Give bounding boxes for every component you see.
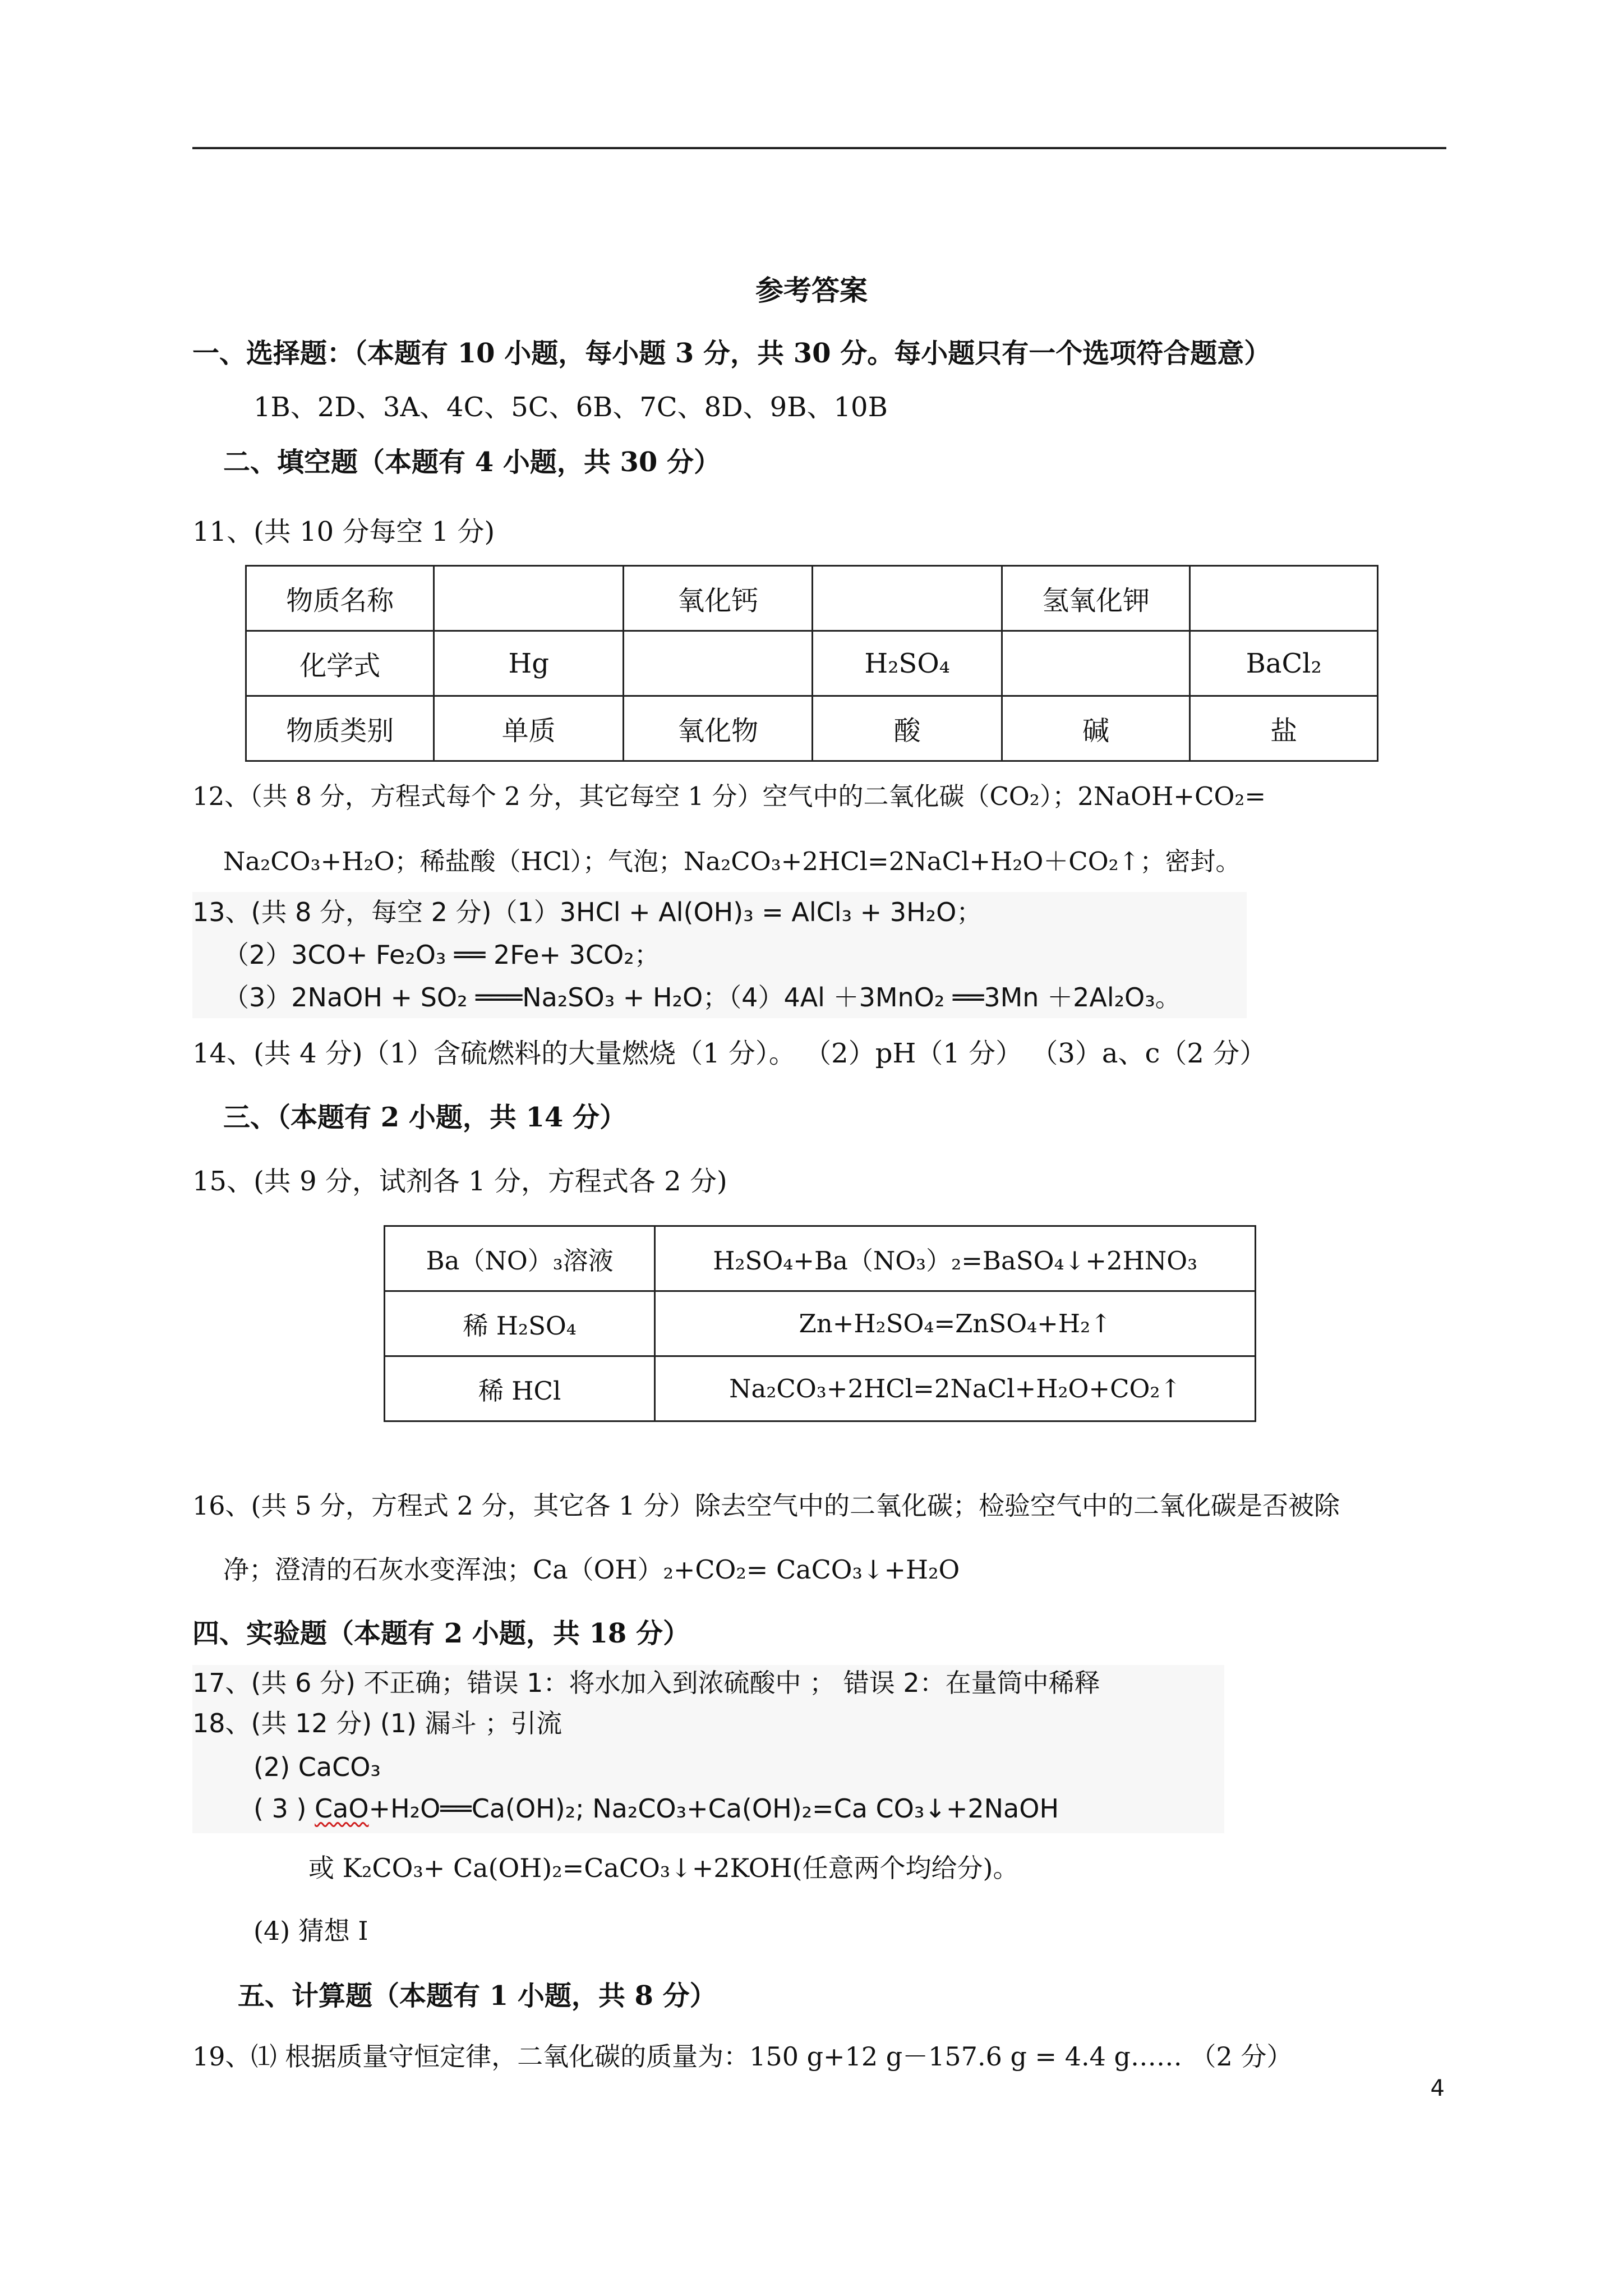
q11-row-formula <box>246 631 1378 696</box>
q11-row-category <box>246 696 1378 761</box>
q11-cell: 盐 <box>1190 696 1378 761</box>
header-rule <box>192 147 1446 149</box>
q13-line-2: （2）3CO+ Fe₂O₃ ══ 2Fe+ 3CO₂； <box>223 940 660 970</box>
q11-cell: 化学式 <box>246 631 434 696</box>
q15-equation: Zn+H₂SO₄=ZnSO₄+H₂↑ <box>655 1291 1256 1356</box>
q15-table <box>384 1225 1256 1422</box>
q18-line-1: 18、(共 12 分) (1) 漏斗 ；引流 <box>192 1708 562 1738</box>
q11-cell: 酸 <box>813 696 1002 761</box>
page-title: 参考答案 <box>755 274 868 307</box>
q12-line-1: 12、（共 8 分，方程式每个 2 分，其它每空 1 分）空气中的二氧化碳（CO₂）；2NaOH+CO₂= <box>192 781 1266 811</box>
q11-cell <box>434 566 623 631</box>
q11-cell: 氢氧化钾 <box>1002 566 1189 631</box>
section-1-heading: 一、选择题：（本题有 10 小题，每小题 3 分，共 30 分。每小题只有一个选项符合题意） <box>192 338 1271 369</box>
q11-cell <box>1190 566 1378 631</box>
q11-cell: 物质名称 <box>246 566 434 631</box>
q18-line-3-rest: +H₂O══Ca(OH)₂; Na₂CO₃+Ca(OH)₂=Ca CO₃↓+2NaOH <box>368 1793 1059 1824</box>
q18-line-5: (4) 猜想 I <box>253 1916 368 1946</box>
q11-cell <box>1002 631 1189 696</box>
q15-equation: H₂SO₄+Ba（NO₃）₂=BaSO₄↓+2HNO₃ <box>655 1226 1256 1291</box>
q15-reagent: 稀 H₂SO₄ <box>385 1291 655 1356</box>
q11-table <box>245 565 1378 762</box>
section-2-heading: 二、填空题（本题有 4 小题，共 30 分） <box>223 447 721 478</box>
section-1-answers: 1B、2D、3A、4C、5C、6B、7C、8D、9B、10B <box>253 392 888 423</box>
q15-reagent: 稀 HCl <box>385 1356 655 1421</box>
q11-cell: H₂SO₄ <box>813 631 1002 696</box>
q12-line-2: Na₂CO₃+H₂O；稀盐酸（HCl）；气泡；Na₂CO₃+2HCl=2NaCl+H₂O＋CO₂↑；密封。 <box>223 846 1241 876</box>
q15-row <box>385 1226 1256 1291</box>
q17-text: 17、(共 6 分) 不正确；错误 1：将水加入到浓硫酸中 ； 错误 2：在量筒中稀释 <box>192 1668 1100 1698</box>
q11-cell: 碱 <box>1002 696 1189 761</box>
q18-line-3-prefix: ( 3 ) <box>253 1793 315 1824</box>
q18-line-3 <box>253 1791 1059 1826</box>
q13-line-1: 13、(共 8 分，每空 2 分)（1）3HCl + Al(OH)₃ = AlCl₃ + 3H₂O； <box>192 897 983 927</box>
q13-line-3: （3）2NaOH + SO₂ ═══Na₂SO₃ + H₂O；（4）4Al ＋3MnO₂ ══3Mn ＋2Al₂O₃。 <box>223 982 1181 1013</box>
q11-label: 11、(共 10 分每空 1 分) <box>192 516 495 547</box>
section-3-heading: 三、（本题有 2 小题，共 14 分） <box>223 1102 627 1133</box>
q11-row-name <box>246 566 1378 631</box>
q15-row <box>385 1356 1256 1421</box>
q18-cao-spellcheck: CaO <box>315 1793 369 1824</box>
q18-line-4: 或 K₂CO₃+ Ca(OH)₂=CaCO₃↓+2KOH(任意两个均给分)。 <box>308 1853 1019 1883</box>
section-5-heading: 五、计算题（本题有 1 小题，共 8 分） <box>238 1980 717 2012</box>
q15-reagent: Ba（NO）₃溶液 <box>385 1226 655 1291</box>
q16-line-1: 16、(共 5 分，方程式 2 分，其它各 1 分）除去空气中的二氧化碳；检验空气中的二氧化碳是否被除 <box>192 1490 1340 1521</box>
section-4-heading: 四、实验题（本题有 2 小题，共 18 分） <box>192 1618 690 1649</box>
q11-cell: 氧化钙 <box>623 566 812 631</box>
q15-equation: Na₂CO₃+2HCl=2NaCl+H₂O+CO₂↑ <box>655 1356 1256 1421</box>
page-number: 4 <box>1430 2076 1445 2101</box>
q16-line-2: 净；澄清的石灰水变浑浊；Ca（OH）₂+CO₂= CaCO₃↓+H₂O <box>223 1554 960 1585</box>
q15-label: 15、(共 9 分，试剂各 1 分，方程式各 2 分) <box>192 1166 727 1197</box>
q15-row <box>385 1291 1256 1356</box>
q18-line-2: (2) CaCO₃ <box>253 1752 381 1782</box>
q11-cell <box>813 566 1002 631</box>
q14-text: 14、(共 4 分)（1）含硫燃料的大量燃烧（1 分）。 （2）pH（1 分） （3）a、c（2 分） <box>192 1038 1267 1069</box>
q19-text: 19、⑴ 根据质量守恒定律，二氧化碳的质量为：150 g+12 g－157.6 g = 4.4 g…… （2 分） <box>192 2041 1293 2072</box>
q11-cell: 物质类别 <box>246 696 434 761</box>
q11-cell: 单质 <box>434 696 623 761</box>
q11-cell: 氧化物 <box>623 696 812 761</box>
q11-cell: Hg <box>434 631 623 696</box>
q11-cell: BaCl₂ <box>1190 631 1378 696</box>
q11-cell <box>623 631 812 696</box>
